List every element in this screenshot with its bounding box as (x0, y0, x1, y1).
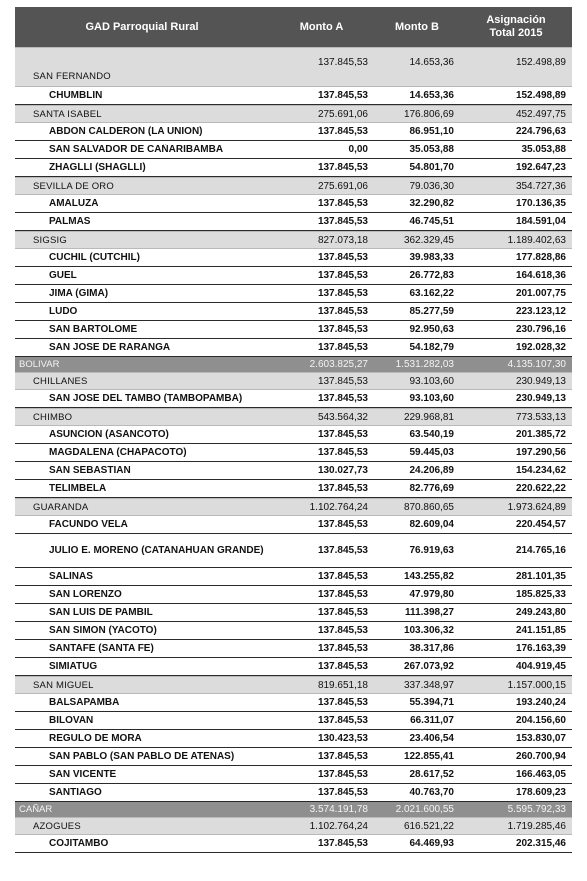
row-monto-a: 137.845,53 (317, 375, 368, 387)
row-total: 214.765,16 (515, 545, 566, 556)
row-total: 201.007,75 (515, 288, 566, 299)
canton-row (15, 47, 572, 87)
row-monto-a: 819.651,18 (317, 679, 368, 691)
row-name: SIGSIG (33, 234, 67, 246)
row-monto-b: 46.745,51 (409, 216, 454, 227)
row-monto-a: 137.845,53 (317, 393, 368, 404)
table-row (15, 640, 572, 658)
row-name: CAÑAR (19, 804, 53, 815)
header-total-line2: Total 2015 (489, 27, 543, 39)
row-monto-b: 870.860,65 (403, 501, 454, 513)
row-name: JIMA (GIMA) (49, 288, 109, 299)
row-name: JULIO E. MORENO (CATANAHUAN GRANDE) (49, 544, 264, 556)
row-total: 452.497,75 (515, 108, 566, 120)
row-monto-a: 137.845,53 (317, 697, 368, 708)
row-monto-a: 137.845,53 (317, 324, 368, 335)
row-name: SAN BARTOLOME (49, 324, 138, 335)
row-monto-b: 111.398,27 (405, 607, 454, 618)
row-monto-a: 130.027,73 (317, 465, 368, 476)
row-monto-a: 137.845,53 (317, 545, 368, 556)
row-monto-b: 63.162,22 (409, 288, 454, 299)
canton-row (15, 231, 572, 249)
row-monto-a: 137.845,53 (317, 90, 368, 101)
row-name: SAN SALVADOR DE CAÑARIBAMBA (49, 144, 224, 155)
row-total: 202.315,46 (515, 838, 566, 849)
row-monto-b: 14.653,36 (409, 57, 454, 68)
row-monto-a: 137.845,53 (317, 751, 368, 762)
row-name: SAN FERNANDO (33, 71, 111, 82)
table-row (15, 303, 572, 321)
row-total: 152.498,89 (515, 90, 566, 101)
row-monto-b: 82.776,69 (409, 483, 454, 494)
row-monto-b: 54.801,70 (409, 162, 454, 173)
province-row (15, 357, 572, 372)
row-monto-a: 137.845,53 (317, 162, 368, 173)
row-name: COJITAMBO (49, 838, 109, 849)
table-row (15, 730, 572, 748)
row-monto-b: 76.919,63 (409, 545, 454, 556)
row-total: 177.828,86 (515, 252, 566, 263)
row-monto-a: 2.603.825,27 (309, 359, 368, 370)
row-name: CHIMBO (33, 411, 73, 423)
row-monto-a: 137.845,53 (317, 429, 368, 440)
canton-row (15, 372, 572, 390)
row-name: AZOGUES (33, 820, 81, 832)
row-name: SAN JOSE DE RARANGA (49, 342, 171, 353)
header-monto-a: Monto A (299, 21, 344, 33)
table-row (15, 123, 572, 141)
canton-row (15, 676, 572, 694)
canton-row (15, 498, 572, 516)
row-monto-b: 103.306,32 (403, 625, 454, 636)
row-name: MAGDALENA (CHAPACOTO) (49, 447, 187, 458)
row-total: 1.719.285,46 (507, 820, 566, 832)
table-row (15, 213, 572, 231)
row-name: BILOVAN (49, 715, 94, 726)
row-total: 197.290,56 (515, 447, 566, 458)
table-row (15, 159, 572, 177)
row-name: FACUNDO VELA (49, 519, 128, 530)
row-monto-a: 275.691,06 (317, 108, 368, 120)
table-row (15, 658, 572, 676)
row-total: 230.796,16 (515, 324, 566, 335)
row-monto-a: 137.845,53 (317, 57, 368, 68)
row-monto-a: 137.845,53 (317, 571, 368, 582)
row-name: TELIMBELA (49, 483, 107, 494)
row-monto-a: 0,00 (348, 144, 368, 155)
row-monto-b: 2.021.600,55 (395, 804, 454, 815)
row-monto-b: 63.540,19 (409, 429, 454, 440)
row-monto-a: 137.845,53 (317, 643, 368, 654)
row-name: LUDO (49, 306, 78, 317)
row-total: 224.796,63 (515, 126, 566, 137)
row-monto-b: 66.311,07 (410, 715, 454, 726)
row-monto-a: 137.845,53 (317, 216, 368, 227)
table-row (15, 195, 572, 213)
row-name: REGULO DE MORA (49, 733, 142, 744)
row-monto-a: 137.845,53 (317, 198, 368, 209)
row-name: ASUNCION (ASANCOTO) (49, 429, 169, 440)
table-row (15, 766, 572, 784)
row-monto-b: 86.951,10 (409, 126, 454, 137)
row-total: 1.189.402,63 (507, 234, 566, 246)
row-total: 1.973.624,89 (507, 501, 566, 513)
row-monto-a: 1.102.764,24 (309, 820, 368, 832)
row-monto-b: 24.206,89 (409, 465, 454, 476)
row-name: BALSAPAMBA (49, 697, 120, 708)
row-monto-b: 64.469,93 (409, 838, 454, 849)
row-name: SALINAS (49, 571, 93, 582)
row-monto-b: 55.394,71 (409, 697, 454, 708)
header-monto-b: Monto B (395, 21, 439, 33)
row-name: AMALUZA (49, 198, 99, 209)
row-total: 241.151,85 (515, 625, 566, 636)
row-monto-b: 79.036,30 (409, 180, 454, 192)
row-monto-b: 1.531.282,03 (395, 359, 454, 370)
row-total: 192.647,23 (515, 162, 566, 173)
row-name: SAN MIGUEL (33, 679, 94, 691)
row-monto-a: 137.845,53 (317, 661, 368, 672)
row-total: 193.240,24 (515, 697, 566, 708)
table-row (15, 516, 572, 534)
row-monto-a: 827.073,18 (317, 234, 368, 246)
row-total: 230.949,13 (515, 375, 566, 387)
table-row (15, 694, 572, 712)
row-total: 185.825,33 (515, 589, 566, 600)
row-name: ZHAGLLI (SHAGLLI) (49, 162, 146, 173)
row-name: BOLIVAR (19, 359, 60, 370)
row-total: 192.028,32 (515, 342, 566, 353)
row-total: 152.498,89 (515, 57, 566, 68)
row-monto-b: 616.521,22 (403, 820, 454, 832)
row-name: CHILLANES (33, 375, 88, 387)
canton-row (15, 105, 572, 123)
table-row (15, 622, 572, 640)
table-row (15, 712, 572, 730)
table-row (15, 462, 572, 480)
row-name: SANTAFE (SANTA FE) (49, 643, 154, 654)
row-name: GUARANDA (33, 501, 89, 513)
row-name: SAN VICENTE (49, 769, 117, 780)
row-monto-b: 85.277,59 (409, 306, 454, 317)
row-monto-b: 59.445,03 (409, 447, 454, 458)
table-row (15, 339, 572, 357)
allocation-table (15, 7, 572, 853)
row-monto-a: 137.845,53 (317, 288, 368, 299)
row-name: SAN JOSE DEL TAMBO (TAMBOPAMBA) (49, 393, 243, 404)
row-monto-a: 137.845,53 (317, 252, 368, 263)
row-name: ABDON CALDERON (LA UNION) (49, 126, 203, 137)
row-monto-a: 137.845,53 (317, 715, 368, 726)
row-total: 260.700,94 (515, 751, 566, 762)
row-monto-b: 176.806,69 (403, 108, 454, 120)
row-monto-b: 14.653,36 (409, 90, 454, 101)
table-row (15, 604, 572, 622)
table-row (15, 426, 572, 444)
row-monto-b: 92.950,63 (409, 324, 454, 335)
row-total: 201.385,72 (515, 429, 566, 440)
table-row (15, 444, 572, 462)
row-total: 220.622,22 (515, 483, 566, 494)
table-row (15, 390, 572, 408)
table-row (15, 267, 572, 285)
row-name: SIMIATUG (49, 661, 98, 672)
row-monto-a: 137.845,53 (317, 625, 368, 636)
table-row (15, 285, 572, 303)
table-row (15, 835, 572, 853)
header-total (460, 14, 572, 40)
row-monto-b: 229.968,81 (403, 411, 454, 423)
table-row (15, 748, 572, 766)
row-name: SANTIAGO (49, 787, 102, 798)
table-body (15, 47, 572, 853)
row-monto-b: 54.182,79 (409, 342, 454, 353)
row-monto-b: 40.763,70 (409, 787, 454, 798)
table-row (15, 534, 572, 568)
row-monto-a: 130.423,53 (317, 733, 368, 744)
header-total-line1: Asignación (486, 14, 546, 26)
row-total: 164.618,36 (515, 270, 566, 281)
row-monto-a: 137.845,53 (317, 270, 368, 281)
row-monto-a: 137.845,53 (317, 483, 368, 494)
row-total: 153.830,07 (515, 733, 566, 744)
row-monto-b: 267.073,92 (403, 661, 454, 672)
canton-row (15, 817, 572, 835)
row-name: PALMAS (49, 216, 91, 227)
row-monto-b: 93.103,60 (409, 393, 454, 404)
row-monto-a: 137.845,53 (317, 838, 368, 849)
canton-row (15, 408, 572, 426)
row-total: 166.463,05 (515, 769, 566, 780)
row-monto-b: 26.772,83 (409, 270, 454, 281)
row-total: 404.919,45 (515, 661, 566, 672)
row-name: CHUMBLIN (49, 90, 103, 101)
row-monto-b: 35.053,88 (409, 144, 454, 155)
table-row (15, 141, 572, 159)
row-monto-b: 362.329,45 (403, 234, 454, 246)
row-total: 230.949,13 (515, 393, 566, 404)
row-name: CUCHIL (CUTCHIL) (49, 252, 140, 263)
row-total: 4.135.107,30 (507, 359, 566, 370)
row-monto-b: 82.609,04 (409, 519, 454, 530)
row-total: 184.591,04 (515, 216, 566, 227)
row-monto-a: 137.845,53 (317, 126, 368, 137)
row-total: 154.234,62 (515, 465, 566, 476)
table-row (15, 321, 572, 339)
row-monto-a: 3.574.191,78 (309, 804, 368, 815)
row-total: 1.157.000,15 (507, 679, 566, 691)
row-monto-a: 137.845,53 (317, 787, 368, 798)
table-row (15, 249, 572, 267)
row-total: 176.163,39 (515, 643, 566, 654)
row-monto-a: 137.845,53 (317, 306, 368, 317)
row-monto-b: 32.290,82 (409, 198, 454, 209)
header-gad-name: GAD Parroquial Rural (85, 21, 199, 33)
row-monto-a: 275.691,06 (317, 180, 368, 192)
row-monto-a: 543.564,32 (317, 411, 368, 423)
row-name: SAN LUIS DE PAMBIL (49, 607, 153, 618)
row-name: SAN LORENZO (49, 589, 122, 600)
row-name: SAN SIMON (YACOTO) (49, 625, 157, 636)
row-name: SAN SEBASTIAN (49, 465, 131, 476)
row-monto-a: 137.845,53 (317, 769, 368, 780)
row-monto-b: 28.617,52 (409, 769, 454, 780)
row-total: 178.609,23 (515, 787, 566, 798)
row-monto-a: 137.845,53 (317, 447, 368, 458)
table-row (15, 87, 572, 105)
row-name: GUEL (49, 270, 77, 281)
row-total: 249.243,80 (515, 607, 566, 618)
canton-row (15, 177, 572, 195)
row-monto-b: 38.317,86 (409, 643, 454, 654)
row-monto-b: 47.979,80 (409, 589, 454, 600)
row-total: 220.454,57 (515, 519, 566, 530)
row-monto-a: 137.845,53 (317, 607, 368, 618)
table-row (15, 480, 572, 498)
row-monto-b: 23.406,54 (409, 733, 454, 744)
row-monto-b: 39.983,33 (409, 252, 454, 263)
row-total: 35.053,88 (521, 144, 566, 155)
row-total: 5.595.792,33 (507, 804, 566, 815)
table-header (15, 7, 572, 47)
province-row (15, 802, 572, 817)
row-monto-a: 137.845,53 (317, 342, 368, 353)
row-total: 773.533,13 (515, 411, 566, 423)
row-total: 354.727,36 (515, 180, 566, 192)
table-row (15, 586, 572, 604)
row-monto-b: 122.855,41 (403, 751, 454, 762)
row-total: 281.101,35 (515, 571, 566, 582)
row-name: SEVILLA DE ORO (33, 180, 114, 192)
row-total: 204.156,60 (515, 715, 566, 726)
row-monto-b: 143.255,82 (403, 571, 454, 582)
row-total: 170.136,35 (515, 198, 566, 209)
row-monto-b: 93.103,60 (409, 375, 454, 387)
table-row (15, 568, 572, 586)
row-monto-a: 137.845,53 (317, 589, 368, 600)
row-name: SAN PABLO (SAN PABLO DE ATENAS) (49, 751, 235, 762)
row-monto-a: 1.102.764,24 (309, 501, 368, 513)
row-monto-b: 337.348,97 (403, 679, 454, 691)
row-total: 223.123,12 (515, 306, 566, 317)
row-name: SANTA ISABEL (33, 108, 102, 120)
table-row (15, 784, 572, 802)
row-monto-a: 137.845,53 (317, 519, 368, 530)
